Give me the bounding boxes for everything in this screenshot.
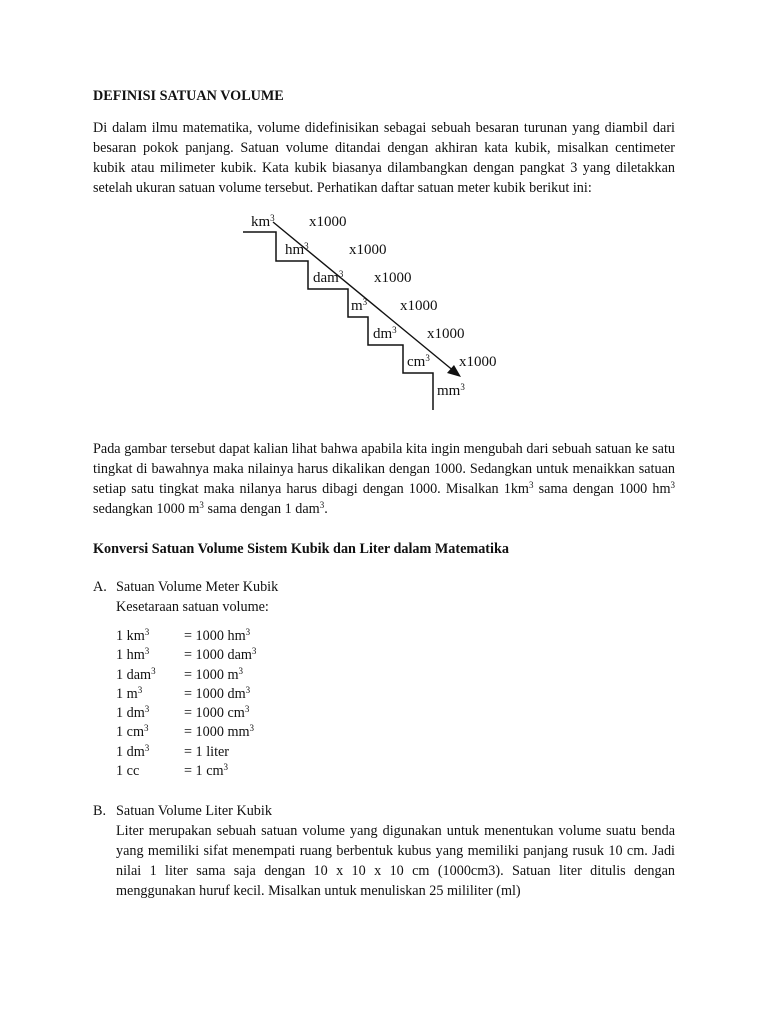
equivalence-row: 1 cc = 1 $cm^3$ <box>116 762 229 780</box>
multiplier-label-6: x1000 <box>459 354 497 370</box>
unit-label-cm: $cm^3$ <box>407 353 430 370</box>
section-a <box>93 577 675 781</box>
multiplier-label-1: x1000 <box>309 214 347 230</box>
document-content <box>93 86 675 901</box>
multiplier-label-2: x1000 <box>349 242 387 258</box>
section-a-title: A. Satuan Volume Meter Kubik <box>93 579 279 595</box>
multiplier-label-4: x1000 <box>400 298 438 314</box>
equivalence-row: 1 dam$^3$ = 1000 $m^3$ <box>116 665 244 683</box>
unit-label-dam: dam$^3$ <box>313 269 344 286</box>
multiplier-label-3: x1000 <box>374 270 412 286</box>
equivalence-row: 1 $m^3 = 1000$ $dm^3$ <box>116 684 251 702</box>
section-b <box>93 801 675 901</box>
page-title: DEFINISI SATUAN VOLUME <box>93 88 284 104</box>
equivalence-row: 1 $cm^3 = 1000$ $mm^3$ <box>116 723 255 741</box>
unit-label-mm: $mm^3$ <box>437 382 465 399</box>
intro-paragraph: Di dalam ilmu matematika, volume didefinisikan sebagai sebuah besaran turunan yang diambil dari besaran pokok panjang. Satuan volume ditandai dengan akhiran kata kubik, misalkan centimeter kubik atau milimeter kubik. Kata kubik biasanya dilambangkan dengan pangkat 3 yang diletakkan setelah ukuran satuan volume tersebut. Perhatikan daftar satuan meter kubik berikut ini: <box>93 120 675 196</box>
equivalence-row: 1 $dm^3 = 1$ liter <box>116 742 230 760</box>
section-b-title: B. Satuan Volume Liter Kubik <box>93 803 272 820</box>
unit-label-km: $km^3$ <box>251 213 275 230</box>
multiplier-label-5: x1000 <box>427 326 465 342</box>
equivalence-row: 1 $hm^3 = 1000$ dam$^3$ <box>116 646 257 664</box>
unit-label-dm: $dm^3$ <box>373 325 397 342</box>
section-heading: Konversi Satuan Volume Sistem Kubik dan Liter dalam Matematika <box>93 541 509 557</box>
equivalence-row: 1 $km^3 = 1000$ $hm^3$ <box>116 627 251 644</box>
unit-label-m: $m^3$ <box>351 297 368 314</box>
staircase-steps <box>243 232 433 410</box>
section-b-paragraph: Liter merupakan sebuah satuan volume yang digunakan untuk menentukan volume suatu benda yang memiliki sifat menempati ruang berbentuk kubus yang memiliki panjang rusuk 10 cm. Jadi nilai 1 liter sama saja dengan 10 x 10 x 10 cm (1000cm3). Satuan liter ditulis dengan menggunakan huruf kecil. Misalkan untuk menuliskan 25 mililiter (ml) <box>116 823 675 900</box>
unit-staircase-diagram <box>93 210 675 435</box>
section-a-subtitle: Kesetaraan satuan volume: <box>116 599 269 615</box>
equivalence-row: 1 $dm^3 = 1000$ $cm^3$ <box>116 704 250 722</box>
unit-label-hm: $hm^3$ <box>285 241 309 258</box>
explanation-paragraph: Pada gambar tersebut dapat kalian lihat bahwa apabila kita ingin mengubah dari sebuah satuan ke satu tingkat di bawahnya maka nilainya harus dikalikan dengan 1000. Sedangkan untuk menaikkan satuan setiap satu tingkat maka nilanya harus dibagi dengan 1000. Misalkan $1km^3$ sama dengan 1000 $hm^3$ sedangkan 1000 $m^3$ sama dengan 1 dam$^3$. <box>93 441 675 517</box>
equivalence-list <box>116 627 675 781</box>
